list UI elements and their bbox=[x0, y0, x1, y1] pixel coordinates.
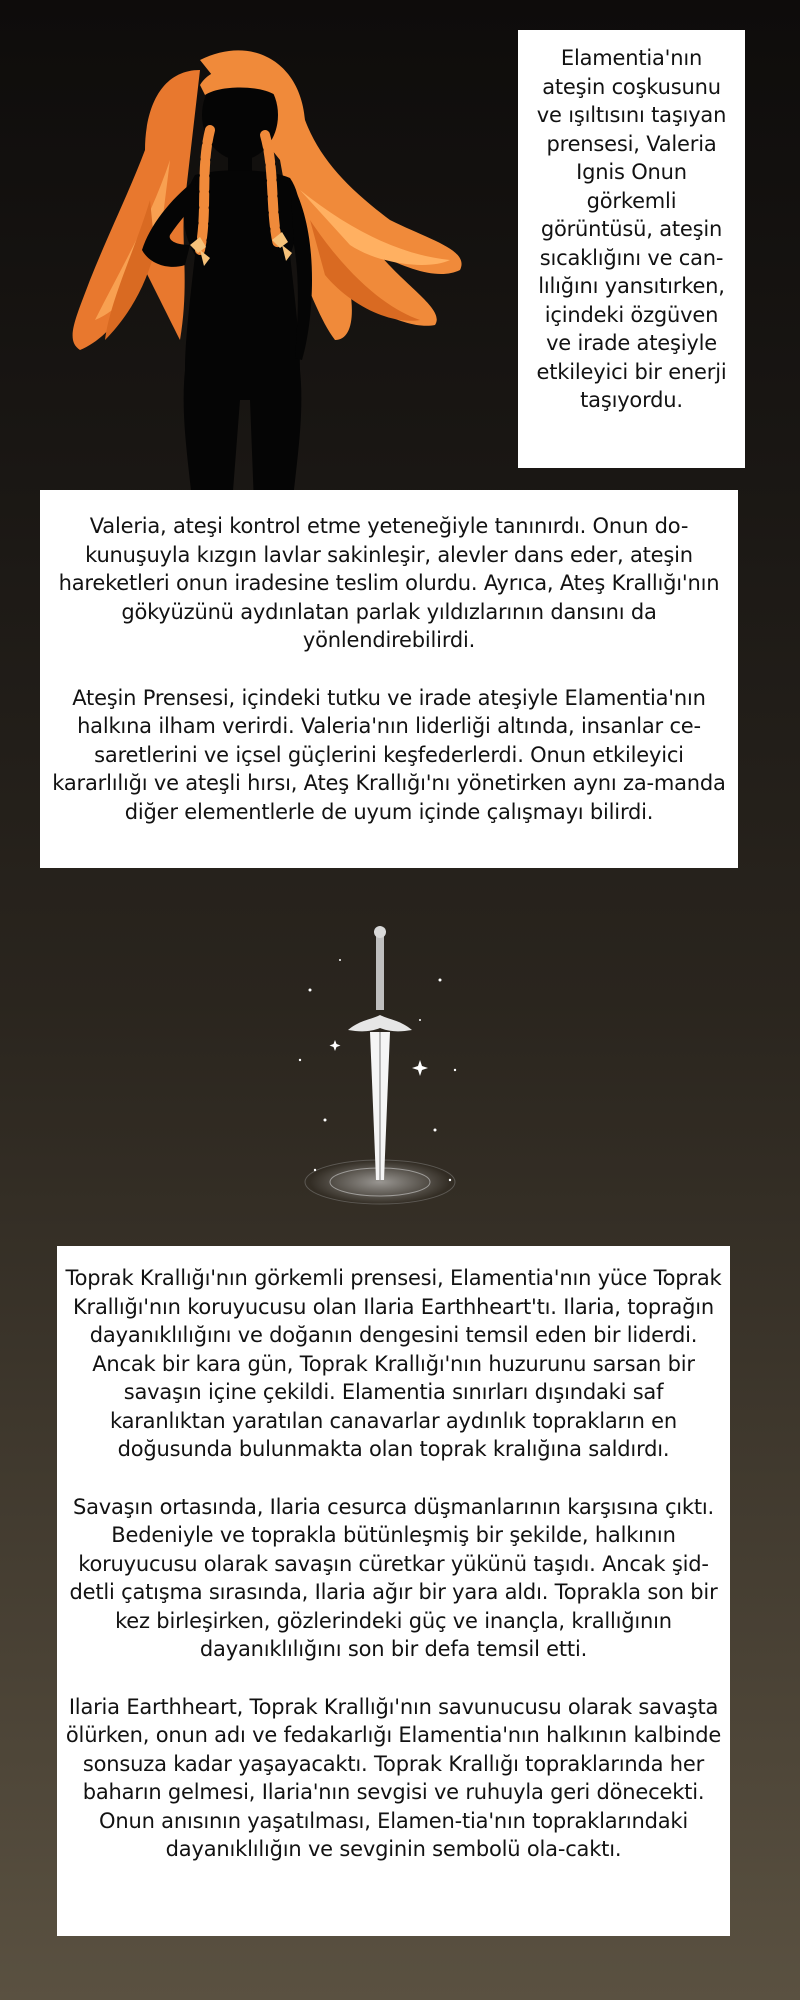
valeria-powers-paragraph: Valeria, ateşi kontrol etme yeteneğiyle tanınırdı. Onun do-kunuşuyla kızgın lavlar sakinleşir, alevler dans eder, ateşin hareketleri onun iradesine teslim olurdu. Ayrıca, Ateş Krallığı'nın gökyüzünü aydınlatan parlak yıldızlarının dansını da yönlendirebilirdi. bbox=[58, 514, 720, 652]
valeria-intro-text: Elamentia'nın ateşin coşkusunu ve ışıltısını taşıyan prensesi, Valeria Ignis Onun görkemli görüntüsü, ateşin sıcaklığını ve can-lılığını yansıtırken, içindeki özgüven ve irade ateşiyle etkileyici bir enerji taşıyordu. bbox=[536, 46, 727, 412]
ilaria-intro-paragraph: Toprak Krallığı'nın görkemli prensesi, Elamentia'nın yüce Toprak Krallığı'nın koruyucusu olan Ilaria Earthheart'tı. Ilaria, toprağın dayanıklılığını ve doğanın dengesini temsil eden bir liderdi. Ancak bir kara gün, Toprak Krallığı'nın huzurunu sarsan bir savaşın içine çekildi. Elamentia sınırları dışındaki saf karanlıktan yaratılan canavarlar aydınlık toprakların en doğusunda bulunmakta olan toprak kralığına saldırdı. bbox=[65, 1266, 722, 1461]
ilaria-legacy-paragraph: Ilaria Earthheart, Toprak Krallığı'nın savunucusu olarak savaşta ölürken, onun adı ve fedakarlığı Elamentia'nın halkının kalbinde sonsuza kadar yaşayacaktı. Toprak Krallığı topraklarında her baharın gelmesi, Ilaria'nın sevgisi ve ruhuyla geri dönecekti. Onun anısının yaşatılması, Elamen-tia'nın topraklarındaki dayanıklılığın ve sevginin sembolü ola-caktı. bbox=[65, 1694, 722, 1861]
valeria-leadership-paragraph: Ateşin Prensesi, içindeki tutku ve irade ateşiyle Elamentia'nın halkına ilham verirdi. Valeria'nın liderliği altında, insanlar ce-saretlerini ve içsel güçlerini keşfederlerdi. Onun etkileyici kararlılığı ve ateşli hırsı, Ateş Krallığı'nı yönetirken aynı za-manda diğer elementlerle de uyum içinde çalışmayı bilirdi. bbox=[52, 685, 726, 824]
sword-in-water-icon bbox=[348, 926, 412, 1180]
story-box-ilaria bbox=[57, 1246, 730, 1936]
story-box-valeria-powers bbox=[40, 490, 738, 868]
story-box-valeria-intro bbox=[518, 30, 745, 468]
ilaria-battle-paragraph: Savaşın ortasında, Ilaria cesurca düşmanlarının karşısına çıktı. Bedeniyle ve toprakla bütünleşmiş bir şekilde, halkının koruyucusu olarak savaşın cüretkar yükünü taşıdı. Ancak şid-detli çatışma sırasında, Ilaria ağır bir yara aldı. Toprakla son bir kez birleşirken, gözlerindeki güç ve inançla, krallığının dayanıklılığını son bir defa temsil etti. bbox=[69, 1494, 718, 1661]
fire-princess-illustration bbox=[50, 40, 470, 530]
sword-illustration bbox=[280, 920, 480, 1240]
